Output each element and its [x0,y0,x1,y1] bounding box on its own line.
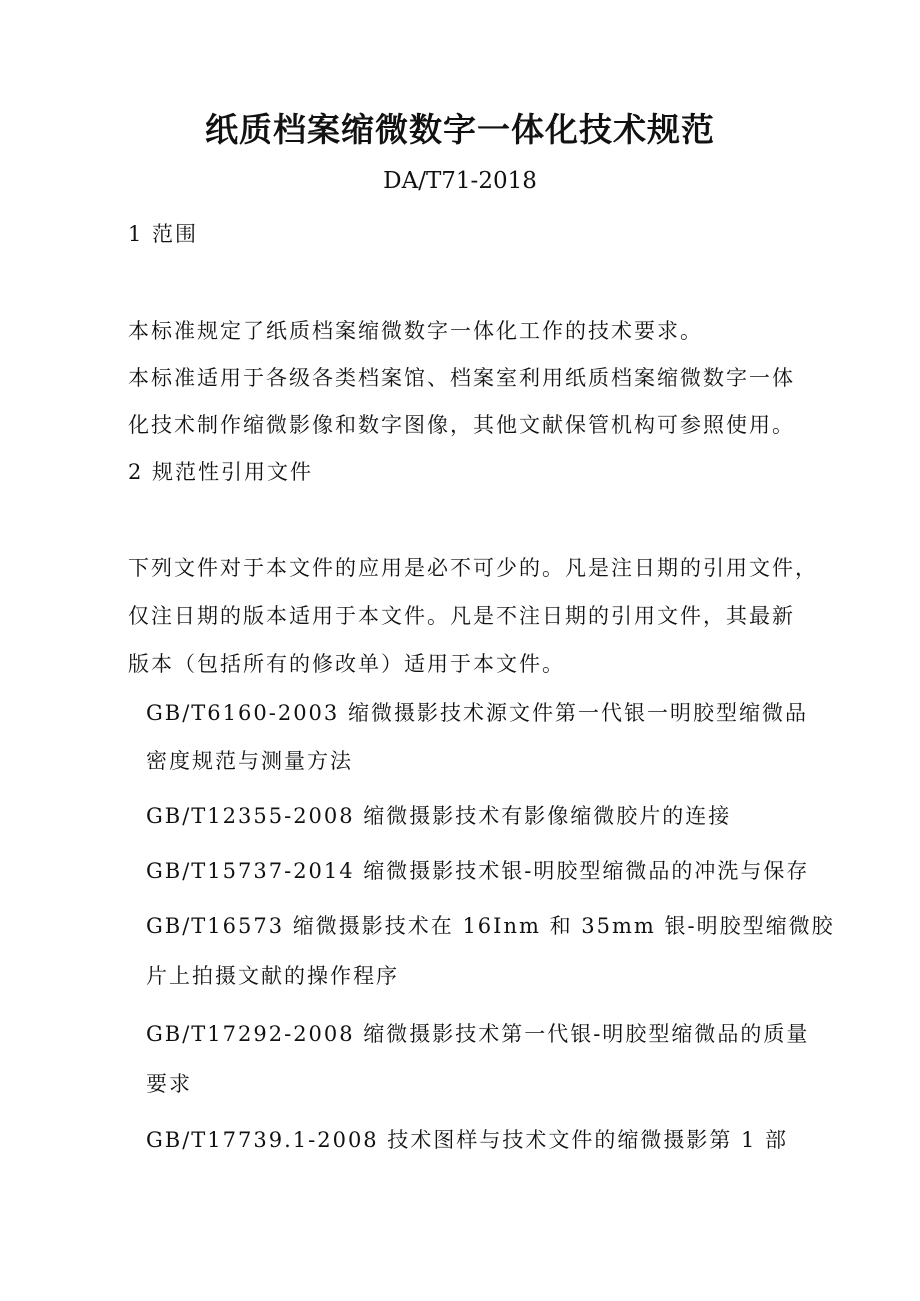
reference-item: GB/T17739.1-2008 技术图样与技术文件的缩微摄影第 1 部 [146,1128,789,1152]
reference-item: GB/T16573 缩微摄影技术在 16Inm 和 35mm 银-明胶型缩微胶 [146,914,835,938]
reference-item-continuation: 要求 [146,1072,192,1096]
reference-item-continuation: 密度规范与测量方法 [146,749,353,773]
scope-line-1: 本标准规定了纸质档案缩微数字一体化工作的技术要求。 [128,319,703,343]
reference-item: GB/T12355-2008 缩微摄影技术有影像缩微胶片的连接 [146,804,732,828]
section-heading-scope: 1 范围 [128,222,199,246]
document-title: 纸质档案缩微数字一体化技术规范 [205,110,715,149]
references-line-3: 版本（包括所有的修改单）适用于本文件。 [128,652,565,676]
section-heading-references: 2 规范性引用文件 [128,460,314,484]
reference-item: GB/T15737-2014 缩微摄影技术银-明胶型缩微品的冲洗与保存 [146,859,810,883]
reference-item-continuation: 片上拍摄文献的操作程序 [146,964,399,988]
standard-code: DA/T71-2018 [383,168,537,194]
references-line-2: 仅注日期的版本适用于本文件。凡是不注日期的引用文件，其最新 [128,604,795,628]
reference-item: GB/T17292-2008 缩微摄影技术第一代银-明胶型缩微品的质量 [146,1022,810,1046]
reference-item: GB/T6160-2003 缩微摄影技术源文件第一代银一明胶型缩微品 [146,701,808,725]
scope-line-2: 本标准适用于各级各类档案馆、档案室利用纸质档案缩微数字一体 [128,366,795,390]
references-line-1: 下列文件对于本文件的应用是必不可少的。凡是注日期的引用文件， [128,556,818,580]
scope-line-3: 化技术制作缩微影像和数字图像，其他文献保管机构可参照使用。 [128,413,795,437]
